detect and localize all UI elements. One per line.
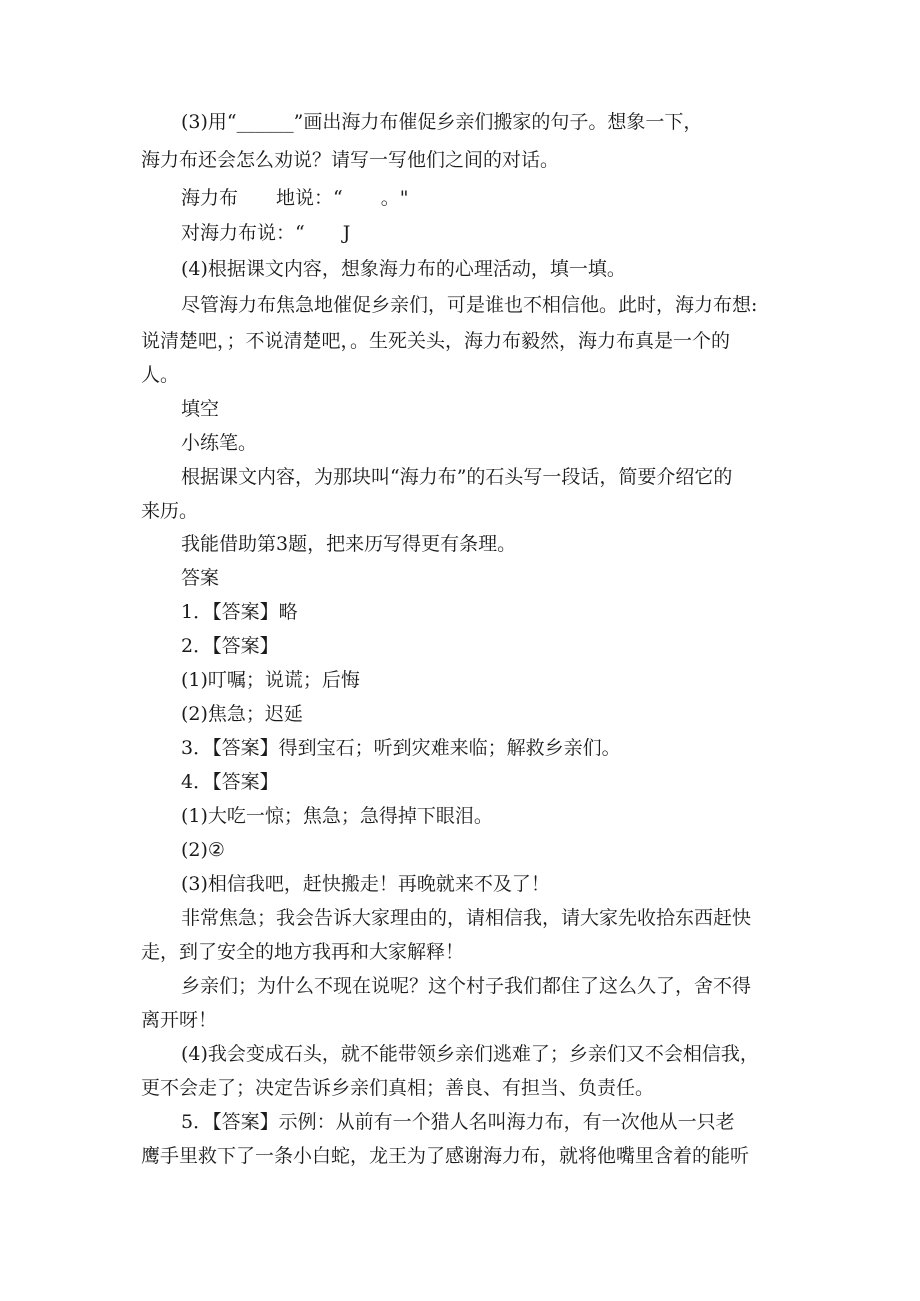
text-line: 海力布还会怎么劝说？请写一写他们之间的对话。 bbox=[141, 149, 560, 171]
answer-line: 5．【答案】示例：从前有一个猎人名叫海力布，有一次他从一只老 bbox=[181, 1111, 735, 1133]
text-line: 填空 bbox=[181, 398, 220, 420]
text-line: (4)根据课文内容，想象海力布的心理活动，填一填。 bbox=[181, 258, 626, 280]
answer-line: 3．【答案】得到宝石；听到灾难来临；解救乡亲们。 bbox=[181, 737, 621, 759]
text-line: 根据课文内容，为那块叫“海力布”的石头写一段话，简要介绍它的 bbox=[181, 466, 733, 488]
answer-line: 更不会走了；决定告诉乡亲们真相；善良、有担当、负责任。 bbox=[141, 1077, 655, 1099]
answer-line: 非常焦急；我会告诉大家理由的，请相信我，请大家先收拾东西赶快 bbox=[181, 907, 752, 929]
text-line: 对海力布说：“ J bbox=[181, 222, 351, 244]
answer-line: 1．【答案】略 bbox=[181, 601, 298, 623]
answer-line: 2．【答案】 bbox=[181, 635, 279, 657]
answer-line: (2)焦急；迟延 bbox=[181, 703, 303, 725]
answer-line: 走，到了安全的地方我再和大家解释！ bbox=[141, 941, 465, 963]
text-line: 我能借助第3题，把来历写得更有条理。 bbox=[181, 533, 517, 555]
text-line: (3)用“______”画出海力布催促乡亲们搬家的句子。想象一下， bbox=[181, 111, 703, 133]
answer-line: (1)叮嘱；说谎；后悔 bbox=[181, 669, 360, 691]
answer-line: (4)我会变成石头，就不能带领乡亲们逃难了；乡亲们又不会相信我， bbox=[181, 1043, 759, 1065]
answer-line: 乡亲们；为什么不现在说呢？这个村子我们都住了这么久了，舍不得 bbox=[181, 975, 752, 997]
answer-line: (2)② bbox=[181, 839, 225, 861]
text-line: 尽管海力布焦急地催促乡亲们，可是谁也不相信他。此时，海力布想: bbox=[181, 294, 758, 316]
text-line: 说清楚吧，；不说清楚吧，。生死关头，海力布毅然，海力布真是一个的 bbox=[141, 330, 731, 352]
answer-line: 鹰手里救下了一条小白蛇，龙王为了感谢海力布，就将他嘴里含着的能听 bbox=[141, 1145, 750, 1167]
text-line: 小练笔。 bbox=[181, 432, 258, 454]
answer-line: 4．【答案】 bbox=[181, 771, 279, 793]
section-heading: 答案 bbox=[181, 567, 220, 589]
answer-line: (1)大吃一惊；焦急；急得掉下眼泪。 bbox=[181, 805, 493, 827]
answer-line: (3)相信我吧，赶快搬走！再晚就来不及了！ bbox=[181, 873, 550, 895]
text-line: 人。 bbox=[141, 364, 180, 386]
text-line: 来历。 bbox=[141, 500, 199, 522]
text-line: 海力布 地说：“ 。" bbox=[181, 187, 409, 209]
answer-line: 离开呀！ bbox=[141, 1009, 218, 1031]
